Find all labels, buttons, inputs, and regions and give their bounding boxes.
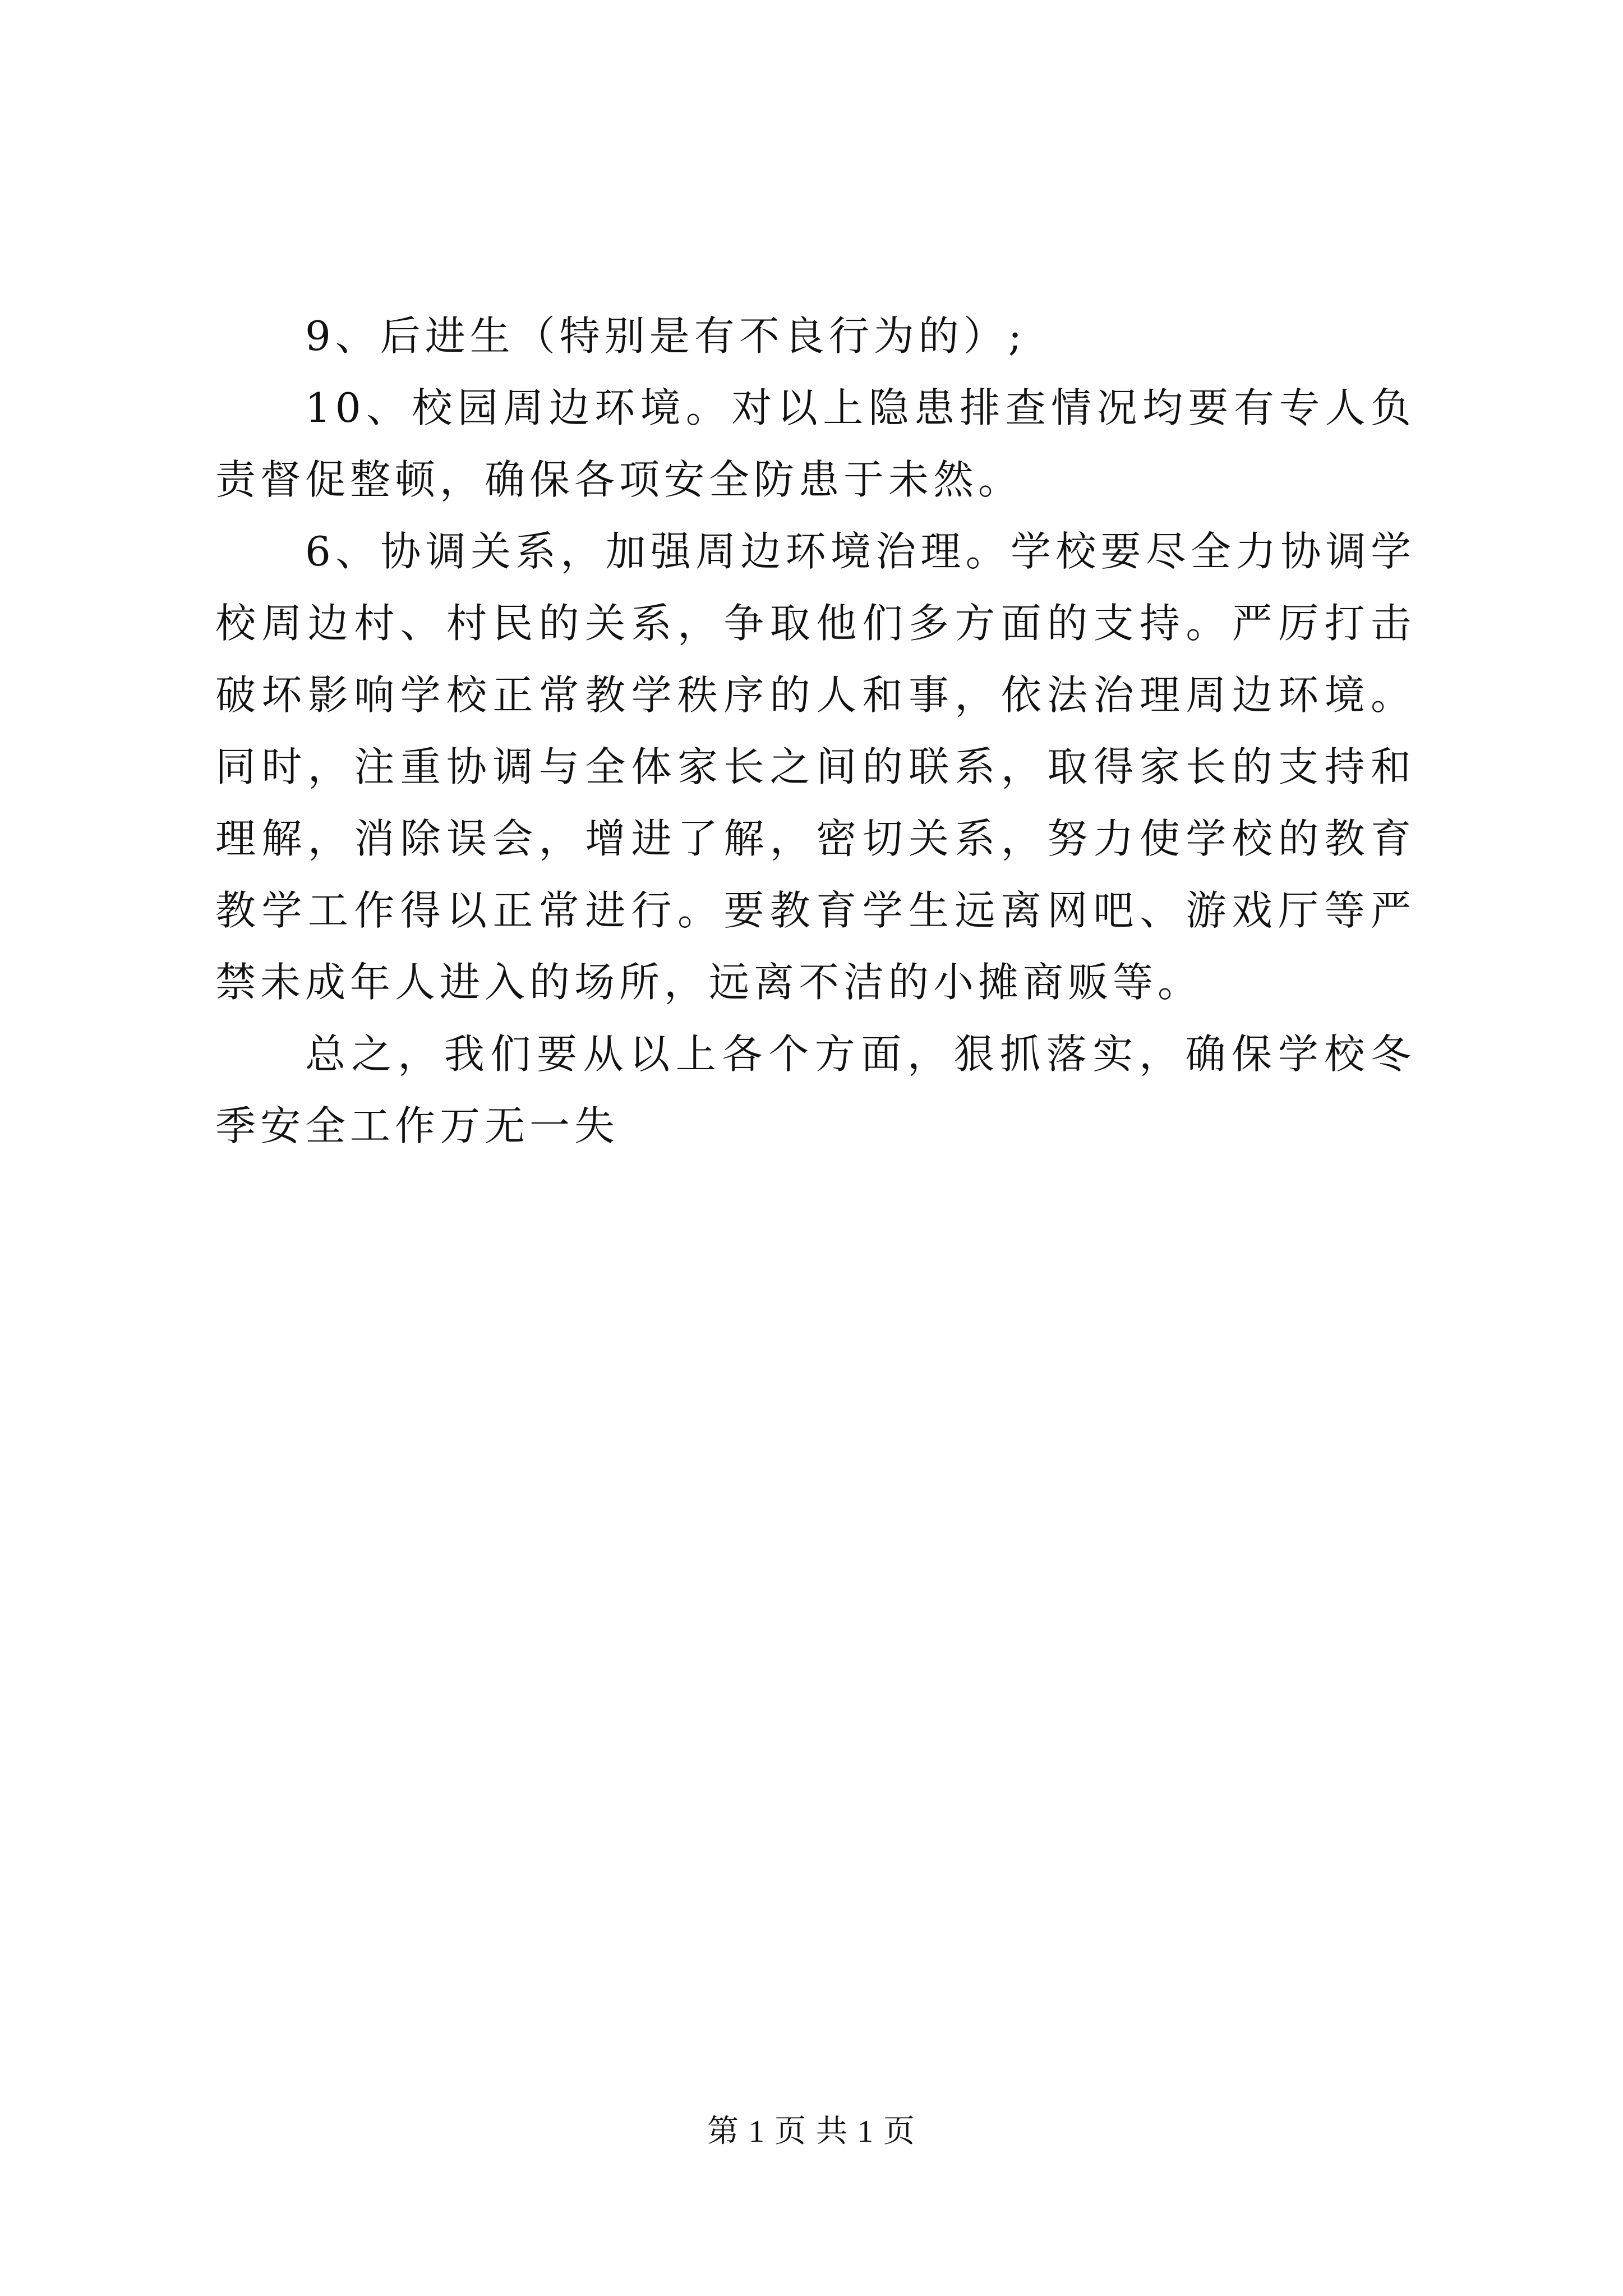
page-footer bbox=[0, 2106, 1623, 2151]
paragraph-summary: 总之，我们要从以上各个方面，狠抓落实，确保学校冬季安全工作万无一失 bbox=[215, 1030, 1415, 1149]
paragraph-item-6: 6、协调关系，加强周边环境治理。学校要尽全力协调学校周边村、村民的关系，争取他们多方面的支持。严厉打击破坏影响学校正常教学秩序的人和事，依法治理周边环境。同时，注重协调与全体家长之间的联系，取得家长的支持和理解，消除误会，增进了解，密切关系，努力使学校的教育教学工作得以正常进行。要教育学生远离网吧、游戏厅等严禁未成年人进入的场所，远离不洁的小摊商贩等。 bbox=[215, 528, 1415, 1006]
document-body bbox=[215, 300, 1415, 1162]
page-number-label: 第 1 页 共 1 页 bbox=[707, 2114, 916, 2149]
paragraph-item-10: 10、校园周边环境。对以上隐患排查情况均要有专人负责督促整顿，确保各项安全防患于未然。 bbox=[215, 384, 1415, 503]
paragraph-item-9: 9、后进生（特别是有不良行为的）; bbox=[305, 312, 1027, 360]
